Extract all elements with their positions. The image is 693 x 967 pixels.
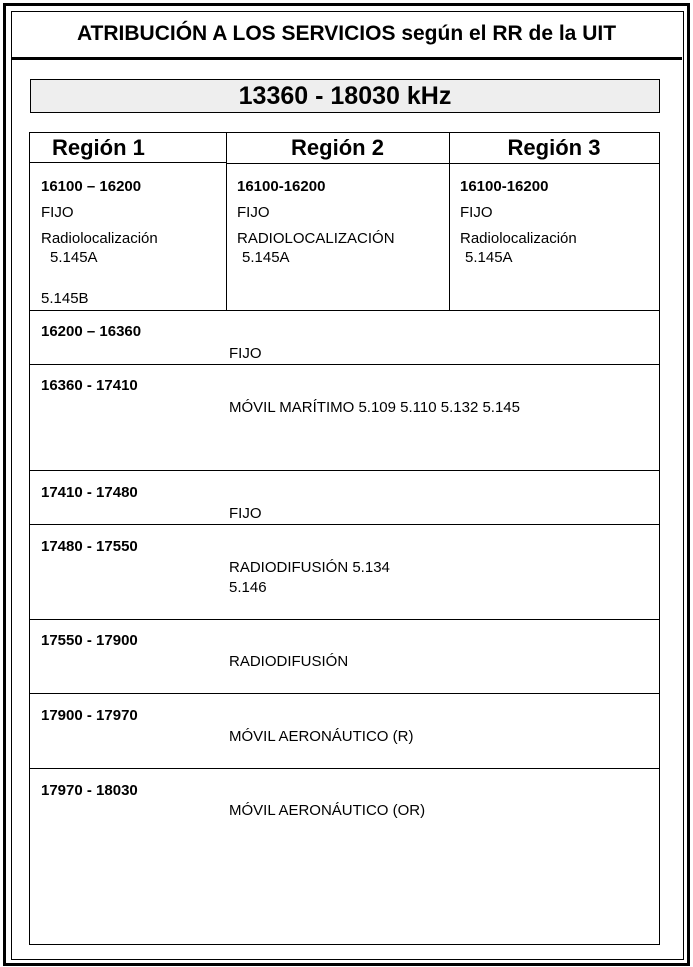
row-range: 17550 - 17900 (41, 632, 138, 649)
row-service: RADIODIFUSIÓN 5.134 (229, 559, 390, 576)
page-title: ATRIBUCIÓN A LOS SERVICIOS según el RR de la UIT (11, 11, 682, 60)
row-range: 16360 - 17410 (41, 377, 138, 394)
row-divider (30, 524, 659, 525)
row-divider (30, 310, 659, 311)
row-range: 17900 - 17970 (41, 707, 138, 724)
row-range: 17480 - 17550 (41, 538, 138, 555)
row-divider (30, 470, 659, 471)
column-divider-1 (226, 133, 227, 310)
r3-service2: Radiolocalización (460, 230, 577, 247)
row-service: MÓVIL MARÍTIMO 5.109 5.110 5.132 5.145 (229, 399, 520, 416)
row-range: 16200 – 16360 (41, 323, 142, 340)
row-service: RADIODIFUSIÓN (229, 653, 349, 670)
r3-range: 16100-16200 (460, 178, 549, 195)
header-region-3 (449, 133, 659, 164)
row-service: MÓVIL AERONÁUTICO (OR) (229, 802, 426, 819)
row-range: 17410 - 17480 (41, 484, 138, 501)
header-region-1 (30, 133, 226, 163)
row-service: FIJO (229, 505, 262, 522)
r3-service: FIJO (460, 204, 493, 221)
row-divider (30, 364, 659, 365)
row-service: FIJO (229, 345, 262, 362)
row-service-line2: 5.146 (229, 579, 267, 596)
band-title: 13360 - 18030 kHz (30, 79, 660, 113)
header-region-2 (226, 133, 449, 164)
row-service: MÓVIL AERONÁUTICO (R) (229, 728, 414, 745)
r2-service: FIJO (237, 204, 270, 221)
row-range: 17970 - 18030 (41, 782, 138, 799)
row-divider (30, 768, 659, 769)
r1-note: 5.145A (50, 249, 98, 266)
r3-note: 5.145A (465, 249, 513, 266)
row-divider (30, 619, 659, 620)
header-region-1-label: Región 1 (52, 134, 145, 160)
row-divider (30, 693, 659, 694)
r1-range: 16100 – 16200 (41, 178, 142, 195)
r2-range: 16100-16200 (237, 178, 326, 195)
header-region-2-label: Región 2 (291, 135, 384, 160)
r1-service2: Radiolocalización (41, 230, 158, 247)
r2-note: 5.145A (242, 249, 290, 266)
r1-footnote: 5.145B (41, 290, 89, 307)
header-region-3-label: Región 3 (507, 135, 601, 160)
r2-service2: RADIOLOCALIZACIÓN (237, 230, 395, 247)
column-divider-2 (449, 133, 450, 310)
r1-service: FIJO (41, 204, 74, 221)
allocation-table (29, 132, 660, 945)
